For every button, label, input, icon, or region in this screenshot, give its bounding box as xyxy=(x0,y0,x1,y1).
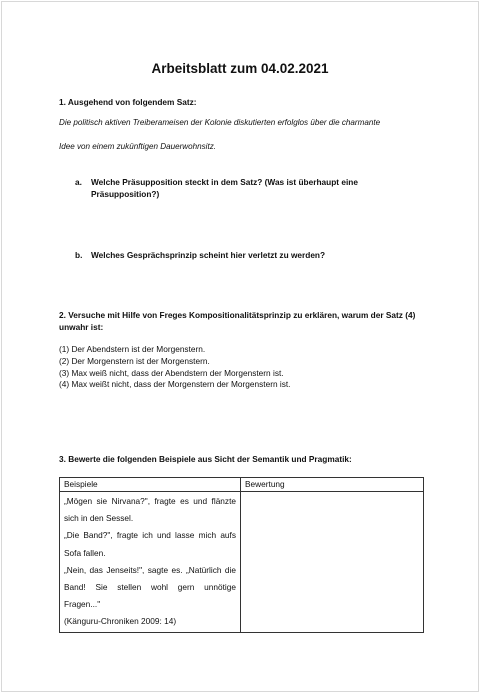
list-item: (2) Der Morgenstern ist der Morgenstern. xyxy=(59,355,210,366)
example-citation: (Känguru-Chroniken 2009: 14) xyxy=(64,616,177,627)
question-1-heading: 1. Ausgehend von folgendem Satz: xyxy=(59,97,197,107)
question-1b-text: Welches Gesprächsprinzip scheint hier verletzt zu werden? xyxy=(91,250,326,260)
list-item: (4) Max weißt nicht, dass der Morgenstern der Morgenstern ist. xyxy=(59,379,291,390)
column-header-examples: Beispiele xyxy=(60,478,241,492)
page-title: Arbeitsblatt zum 04.02.2021 xyxy=(151,61,329,76)
question-1b xyxy=(75,249,375,261)
example-text: „Die Band?", fragte ich und lasse mich aufs Sofa fallen. xyxy=(64,530,236,558)
example-text: „Mögen sie Nirvana?", fragte es und flänzte sich in den Sessel. xyxy=(64,496,236,524)
table-row xyxy=(60,492,424,633)
question-3-heading: 3. Bewerte die folgenden Beispiele aus Sicht der Semantik und Pragmatik: xyxy=(59,454,352,464)
list-item: (3) Max weiß nicht, dass der Abendstern der Morgenstern ist. xyxy=(59,367,284,378)
examples-cell xyxy=(60,492,241,633)
question-1a xyxy=(75,176,375,200)
examples-table xyxy=(59,477,424,633)
example-text: „Nein, das Jenseits!", sagte es. „Natürlich die Band! Sie stellen wohl gern unnötige Fragen..." xyxy=(64,564,236,610)
question-1a-label: a. xyxy=(75,177,82,187)
question-1b-label: b. xyxy=(75,250,83,260)
question-1a-text: Welche Präsupposition steckt in dem Satz? (Was ist überhaupt eine Präsupposition?) xyxy=(91,177,358,199)
worksheet-page xyxy=(1,1,479,692)
table-header-row xyxy=(60,478,424,492)
question-1-sentence-line-2: Idee von einem zukünftigen Dauerwohnsitz. xyxy=(59,142,217,151)
list-item: (1) Der Abendstern ist der Morgenstern. xyxy=(59,344,206,354)
question-2-heading: 2. Versuche mit Hilfe von Freges Kompositionalitätsprinzip zu erklären, warum der Satz (4) unwahr ist: xyxy=(59,310,416,332)
statement-list xyxy=(59,344,290,391)
rating-cell[interactable] xyxy=(241,492,424,633)
question-1-sentence-line-1: Die politisch aktiven Treiberameisen der Kolonie diskutierten erfolglos über die charmante xyxy=(59,118,381,127)
column-header-rating: Bewertung xyxy=(241,478,424,492)
